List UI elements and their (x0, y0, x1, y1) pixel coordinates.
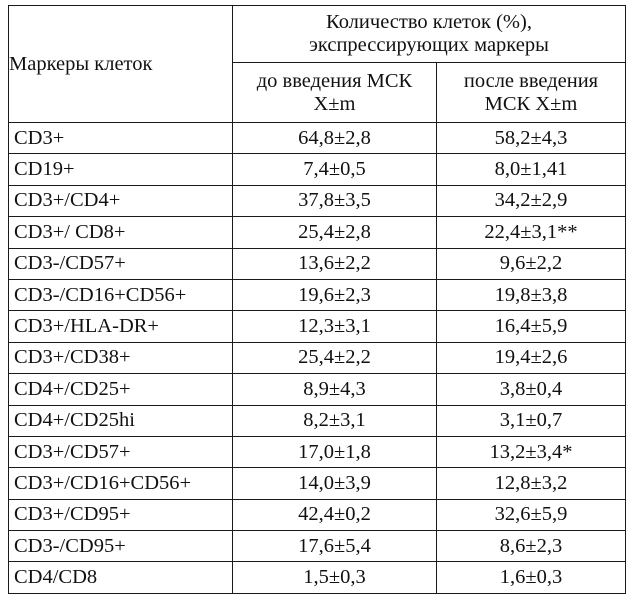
before-value-cell: 14,0±3,9 (233, 468, 437, 499)
marker-cell: CD3+/CD95+ (9, 499, 233, 530)
after-value-cell: 3,8±0,4 (437, 374, 626, 405)
marker-cell: CD4/CD8 (9, 562, 233, 593)
after-value-cell: 19,4±2,6 (437, 342, 626, 373)
marker-cell: CD19+ (9, 154, 233, 185)
table-row (9, 342, 626, 373)
header-cell-before (233, 63, 437, 123)
marker-cell: CD3+/CD57+ (9, 436, 233, 467)
table-body (9, 123, 626, 594)
table-row (9, 499, 626, 530)
before-value-cell: 64,8±2,8 (233, 123, 437, 154)
table-header (9, 6, 626, 123)
marker-cell: CD3+/HLA-DR+ (9, 311, 233, 342)
before-value-cell: 8,9±4,3 (233, 374, 437, 405)
table-row (9, 405, 626, 436)
table-row (9, 436, 626, 467)
table-row (9, 154, 626, 185)
before-value-cell: 25,4±2,8 (233, 217, 437, 248)
after-value-cell: 13,2±3,4* (437, 436, 626, 467)
header-after-line1: после введения (463, 69, 599, 92)
after-value-cell: 22,4±3,1** (437, 217, 626, 248)
header-after-line2: МСК X±m (484, 92, 578, 115)
marker-cell: CD3+/CD4+ (9, 185, 233, 216)
before-value-cell: 1,5±0,3 (233, 562, 437, 593)
header-cell-cell-count (233, 6, 626, 63)
header-group-line1: Количество клеток (%), (326, 11, 532, 34)
marker-cell: CD4+/CD25+ (9, 374, 233, 405)
after-value-cell: 3,1±0,7 (437, 405, 626, 436)
table-row (9, 123, 626, 154)
after-value-cell: 19,8±3,8 (437, 279, 626, 310)
before-value-cell: 17,0±1,8 (233, 436, 437, 467)
marker-cell: CD3+/CD16+CD56+ (9, 468, 233, 499)
table-row (9, 374, 626, 405)
marker-cell: CD3+/ CD8+ (9, 217, 233, 248)
header-before-line1: до введения МСК (256, 69, 413, 92)
table-row (9, 531, 626, 562)
marker-cell: CD3-/CD16+CD56+ (9, 279, 233, 310)
before-value-cell: 7,4±0,5 (233, 154, 437, 185)
before-value-cell: 25,4±2,2 (233, 342, 437, 373)
before-value-cell: 19,6±2,3 (233, 279, 437, 310)
before-value-cell: 37,8±3,5 (233, 185, 437, 216)
before-value-cell: 8,2±3,1 (233, 405, 437, 436)
table-row (9, 562, 626, 593)
header-before-line2: X±m (313, 92, 356, 115)
table-row (9, 311, 626, 342)
before-value-cell: 17,6±5,4 (233, 531, 437, 562)
table-row (9, 185, 626, 216)
marker-cell: CD3-/CD95+ (9, 531, 233, 562)
table-row (9, 279, 626, 310)
before-value-cell: 42,4±0,2 (233, 499, 437, 530)
header-markers-label: Маркеры клеток (9, 52, 153, 75)
header-row-top (9, 6, 626, 63)
cell-markers-table (8, 5, 626, 594)
marker-cell: CD3+ (9, 123, 233, 154)
header-group-line2: экспрессирующих маркеры (309, 34, 549, 57)
after-value-cell: 34,2±2,9 (437, 185, 626, 216)
after-value-cell: 8,0±1,41 (437, 154, 626, 185)
marker-cell: CD4+/CD25hi (9, 405, 233, 436)
after-value-cell: 32,6±5,9 (437, 499, 626, 530)
after-value-cell: 12,8±3,2 (437, 468, 626, 499)
before-value-cell: 13,6±2,2 (233, 248, 437, 279)
after-value-cell: 1,6±0,3 (437, 562, 626, 593)
table-row (9, 217, 626, 248)
before-value-cell: 12,3±3,1 (233, 311, 437, 342)
header-cell-markers (9, 6, 233, 123)
after-value-cell: 8,6±2,3 (437, 531, 626, 562)
after-value-cell: 16,4±5,9 (437, 311, 626, 342)
table-row (9, 248, 626, 279)
header-cell-after (437, 63, 626, 123)
marker-cell: CD3+/CD38+ (9, 342, 233, 373)
table-row (9, 468, 626, 499)
after-value-cell: 9,6±2,2 (437, 248, 626, 279)
marker-cell: CD3-/CD57+ (9, 248, 233, 279)
after-value-cell: 58,2±4,3 (437, 123, 626, 154)
